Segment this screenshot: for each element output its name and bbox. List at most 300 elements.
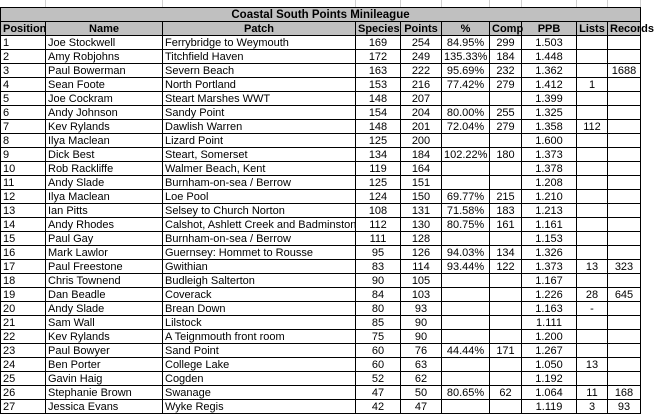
cell-patch[interactable]: Wyke Regis — [163, 400, 356, 414]
cell-points[interactable]: 105 — [401, 274, 442, 288]
table-row — [1, 246, 641, 260]
table-row — [1, 162, 641, 176]
cell-lists[interactable] — [577, 274, 608, 288]
table-row — [1, 302, 641, 316]
header-name[interactable]: Name — [46, 22, 163, 36]
cell-lists[interactable] — [577, 204, 608, 218]
cell-position[interactable]: 18 — [1, 274, 46, 288]
cell-name[interactable]: Joe Cockram — [46, 92, 163, 106]
cell-species[interactable]: 47 — [356, 386, 401, 400]
cell-species[interactable]: 84 — [356, 288, 401, 302]
cell-percent[interactable]: 77.42% — [442, 78, 490, 92]
cell-patch[interactable]: Lizard Point — [163, 134, 356, 148]
cell-percent[interactable]: 69.77% — [442, 190, 490, 204]
cell-lists[interactable] — [577, 330, 608, 344]
cell-ppb[interactable]: 1.210 — [522, 190, 577, 204]
cell-position[interactable]: 26 — [1, 386, 46, 400]
cell-percent[interactable] — [442, 92, 490, 106]
cell-name[interactable]: Sam Wall — [46, 316, 163, 330]
cell-position[interactable]: 21 — [1, 316, 46, 330]
cell-species[interactable]: 90 — [356, 274, 401, 288]
cell-points[interactable]: 93 — [401, 302, 442, 316]
cell-records[interactable] — [608, 274, 641, 288]
cell-lists[interactable] — [577, 218, 608, 232]
cell-lists[interactable]: - — [577, 302, 608, 316]
cell-name[interactable]: Stephanie Brown — [46, 386, 163, 400]
cell-ppb[interactable]: 1.163 — [522, 302, 577, 316]
cell-comp[interactable]: 122 — [490, 260, 522, 274]
cell-species[interactable]: 148 — [356, 92, 401, 106]
cell-points[interactable]: 200 — [401, 134, 442, 148]
cell-percent[interactable] — [442, 176, 490, 190]
cell-patch[interactable]: Cogden — [163, 372, 356, 386]
cell-records[interactable] — [608, 148, 641, 162]
cell-position[interactable]: 27 — [1, 400, 46, 414]
cell-ppb[interactable]: 1.378 — [522, 162, 577, 176]
table-row — [1, 78, 641, 92]
cell-lists[interactable]: 11 — [577, 386, 608, 400]
cell-records[interactable]: 168 — [608, 386, 641, 400]
cell-species[interactable]: 125 — [356, 176, 401, 190]
cell-percent[interactable]: 71.58% — [442, 204, 490, 218]
cell-points[interactable]: 90 — [401, 330, 442, 344]
cell-species[interactable]: 153 — [356, 78, 401, 92]
cell-species[interactable]: 119 — [356, 162, 401, 176]
cell-comp[interactable]: 184 — [490, 50, 522, 64]
cell-ppb[interactable]: 1.600 — [522, 134, 577, 148]
cell-name[interactable]: Sean Foote — [46, 78, 163, 92]
cell-points[interactable]: 222 — [401, 64, 442, 78]
cell-records[interactable] — [608, 106, 641, 120]
cell-records[interactable] — [608, 246, 641, 260]
cell-percent[interactable]: 84.95% — [442, 36, 490, 50]
cell-species[interactable]: 111 — [356, 232, 401, 246]
cell-name[interactable]: Ian Pitts — [46, 204, 163, 218]
cell-name[interactable]: Ben Porter — [46, 358, 163, 372]
cell-lists[interactable] — [577, 190, 608, 204]
cell-position[interactable]: 23 — [1, 344, 46, 358]
cell-points[interactable]: 151 — [401, 176, 442, 190]
cell-points[interactable]: 128 — [401, 232, 442, 246]
table-row — [1, 36, 641, 50]
cell-name[interactable]: Paul Freestone — [46, 260, 163, 274]
cell-species[interactable]: 60 — [356, 344, 401, 358]
cell-comp[interactable] — [490, 330, 522, 344]
cell-patch[interactable]: Loe Pool — [163, 190, 356, 204]
cell-comp[interactable]: 299 — [490, 36, 522, 50]
table-row — [1, 134, 641, 148]
cell-position[interactable]: 12 — [1, 190, 46, 204]
cell-percent[interactable]: 72.04% — [442, 120, 490, 134]
table-row — [1, 148, 641, 162]
cell-comp[interactable] — [490, 134, 522, 148]
cell-percent[interactable] — [442, 162, 490, 176]
cell-lists[interactable]: 1 — [577, 78, 608, 92]
cell-patch[interactable]: North Portland — [163, 78, 356, 92]
cell-percent[interactable] — [442, 358, 490, 372]
cell-records[interactable]: 323 — [608, 260, 641, 274]
cell-records[interactable] — [608, 176, 641, 190]
cell-position[interactable]: 2 — [1, 50, 46, 64]
cell-ppb[interactable]: 1.213 — [522, 204, 577, 218]
cell-records[interactable] — [608, 50, 641, 64]
cell-comp[interactable] — [490, 92, 522, 106]
header-position[interactable]: Position — [1, 22, 46, 36]
cell-records[interactable] — [608, 302, 641, 316]
cell-species[interactable]: 169 — [356, 36, 401, 50]
cell-comp[interactable]: 183 — [490, 204, 522, 218]
cell-species[interactable]: 163 — [356, 64, 401, 78]
cell-comp[interactable] — [490, 232, 522, 246]
cell-position[interactable]: 14 — [1, 218, 46, 232]
cell-records[interactable] — [608, 232, 641, 246]
cell-comp[interactable]: 279 — [490, 120, 522, 134]
cell-percent[interactable]: 93.44% — [442, 260, 490, 274]
header-points[interactable]: Points — [401, 22, 442, 36]
cell-position[interactable]: 10 — [1, 162, 46, 176]
cell-lists[interactable] — [577, 106, 608, 120]
cell-records[interactable] — [608, 316, 641, 330]
cell-points[interactable]: 47 — [401, 400, 442, 414]
cell-name[interactable]: Andy Slade — [46, 176, 163, 190]
cell-position[interactable]: 5 — [1, 92, 46, 106]
cell-name[interactable]: Dick Best — [46, 148, 163, 162]
cell-comp[interactable] — [490, 372, 522, 386]
cell-records[interactable] — [608, 218, 641, 232]
cell-ppb[interactable]: 1.208 — [522, 176, 577, 190]
cell-points[interactable]: 201 — [401, 120, 442, 134]
cell-ppb[interactable]: 1.448 — [522, 50, 577, 64]
cell-comp[interactable]: 161 — [490, 218, 522, 232]
cell-ppb[interactable]: 1.200 — [522, 330, 577, 344]
cell-name[interactable]: Paul Gay — [46, 232, 163, 246]
cell-species[interactable]: 95 — [356, 246, 401, 260]
cell-points[interactable]: 216 — [401, 78, 442, 92]
cell-name[interactable]: Joe Stockwell — [46, 36, 163, 50]
cell-species[interactable]: 148 — [356, 120, 401, 134]
cell-lists[interactable] — [577, 316, 608, 330]
cell-patch[interactable]: Steart Marshes WWT — [163, 92, 356, 106]
cell-points[interactable]: 90 — [401, 316, 442, 330]
cell-records[interactable] — [608, 92, 641, 106]
cell-position[interactable]: 24 — [1, 358, 46, 372]
table-row — [1, 316, 641, 330]
cell-name[interactable]: Andy Johnson — [46, 106, 163, 120]
cell-name[interactable]: Gavin Haig — [46, 372, 163, 386]
cell-percent[interactable]: 135.33% — [442, 50, 490, 64]
cell-patch[interactable]: Burnham-on-sea / Berrow — [163, 232, 356, 246]
cell-comp[interactable]: 134 — [490, 246, 522, 260]
cell-points[interactable]: 63 — [401, 358, 442, 372]
cell-patch[interactable]: Sandy Point — [163, 106, 356, 120]
cell-ppb[interactable]: 1.167 — [522, 274, 577, 288]
cell-records[interactable]: 93 — [608, 400, 641, 414]
cell-position[interactable]: 8 — [1, 134, 46, 148]
cell-name[interactable]: Amy Robjohns — [46, 50, 163, 64]
cell-percent[interactable] — [442, 400, 490, 414]
cell-patch[interactable]: A Teignmouth front room — [163, 330, 356, 344]
cell-ppb[interactable]: 1.503 — [522, 36, 577, 50]
table-row — [1, 190, 641, 204]
cell-patch[interactable]: Brean Down — [163, 302, 356, 316]
cell-lists[interactable] — [577, 232, 608, 246]
cell-species[interactable]: 172 — [356, 50, 401, 64]
cell-ppb[interactable]: 1.325 — [522, 106, 577, 120]
cell-ppb[interactable]: 1.373 — [522, 148, 577, 162]
blank-row — [1, 0, 641, 8]
cell-points[interactable]: 249 — [401, 50, 442, 64]
cell-species[interactable]: 83 — [356, 260, 401, 274]
cell-percent[interactable] — [442, 134, 490, 148]
cell-records[interactable] — [608, 330, 641, 344]
cell-percent[interactable] — [442, 302, 490, 316]
cell-name[interactable]: Rob Rackliffe — [46, 162, 163, 176]
cell-points[interactable]: 130 — [401, 218, 442, 232]
cell-lists[interactable] — [577, 372, 608, 386]
cell-species[interactable]: 52 — [356, 372, 401, 386]
cell-patch[interactable]: Ferrybridge to Weymouth — [163, 36, 356, 50]
cell-comp[interactable] — [490, 358, 522, 372]
cell-comp[interactable]: 232 — [490, 64, 522, 78]
cell-comp[interactable] — [490, 176, 522, 190]
cell-comp[interactable]: 171 — [490, 344, 522, 358]
cell-patch[interactable]: Calshot, Ashlett Creek and Badminston — [163, 218, 356, 232]
cell-position[interactable]: 22 — [1, 330, 46, 344]
cell-patch[interactable]: Guernsey: Hommet to Rousse — [163, 246, 356, 260]
cell-species[interactable]: 80 — [356, 302, 401, 316]
cell-points[interactable]: 184 — [401, 148, 442, 162]
title-row — [1, 8, 641, 22]
cell-name[interactable]: Ilya Maclean — [46, 190, 163, 204]
header-records[interactable]: Records — [608, 22, 641, 36]
cell-points[interactable]: 150 — [401, 190, 442, 204]
cell-patch[interactable]: College Lake — [163, 358, 356, 372]
cell-position[interactable]: 7 — [1, 120, 46, 134]
cell-species[interactable]: 42 — [356, 400, 401, 414]
cell-comp[interactable] — [490, 316, 522, 330]
cell-percent[interactable]: 102.22% — [442, 148, 490, 162]
table-row — [1, 218, 641, 232]
cell-position[interactable]: 13 — [1, 204, 46, 218]
cell-records[interactable] — [608, 36, 641, 50]
cell-species[interactable]: 85 — [356, 316, 401, 330]
cell-position[interactable]: 17 — [1, 260, 46, 274]
cell-patch[interactable]: Budleigh Salterton — [163, 274, 356, 288]
cell-comp[interactable] — [490, 400, 522, 414]
cell-points[interactable]: 76 — [401, 344, 442, 358]
cell-patch[interactable]: Gwithian — [163, 260, 356, 274]
cell-lists[interactable]: 112 — [577, 120, 608, 134]
cell-points[interactable]: 254 — [401, 36, 442, 50]
cell-patch[interactable]: Swanage — [163, 386, 356, 400]
cell-name[interactable]: Paul Bowerman — [46, 64, 163, 78]
cell-percent[interactable] — [442, 330, 490, 344]
cell-ppb[interactable]: 1.362 — [522, 64, 577, 78]
cell-ppb[interactable]: 1.326 — [522, 246, 577, 260]
cell-patch[interactable]: Walmer Beach, Kent — [163, 162, 356, 176]
cell-species[interactable]: 112 — [356, 218, 401, 232]
cell-name[interactable]: Kev Rylands — [46, 120, 163, 134]
cell-position[interactable]: 25 — [1, 372, 46, 386]
sheet-title[interactable]: Coastal South Points Minileague — [1, 8, 641, 22]
cell-species[interactable]: 154 — [356, 106, 401, 120]
cell-name[interactable]: Paul Bowyer — [46, 344, 163, 358]
cell-comp[interactable] — [490, 302, 522, 316]
cell-ppb[interactable]: 1.358 — [522, 120, 577, 134]
cell-patch[interactable]: Severn Beach — [163, 64, 356, 78]
cell-position[interactable]: 15 — [1, 232, 46, 246]
cell-position[interactable]: 1 — [1, 36, 46, 50]
cell-position[interactable]: 6 — [1, 106, 46, 120]
table-row — [1, 232, 641, 246]
cell-ppb[interactable]: 1.192 — [522, 372, 577, 386]
cell-ppb[interactable]: 1.267 — [522, 344, 577, 358]
cell-records[interactable] — [608, 134, 641, 148]
cell-points[interactable]: 207 — [401, 92, 442, 106]
cell-comp[interactable]: 279 — [490, 78, 522, 92]
cell-records[interactable] — [608, 190, 641, 204]
cell-percent[interactable]: 94.03% — [442, 246, 490, 260]
cell-percent[interactable]: 44.44% — [442, 344, 490, 358]
cell-name[interactable]: Ilya Maclean — [46, 134, 163, 148]
cell-percent[interactable]: 95.69% — [442, 64, 490, 78]
cell-lists[interactable] — [577, 92, 608, 106]
cell-points[interactable]: 131 — [401, 204, 442, 218]
cell-ppb[interactable]: 1.373 — [522, 260, 577, 274]
cell-patch[interactable]: Steart, Somerset — [163, 148, 356, 162]
table-row — [1, 204, 641, 218]
cell-points[interactable]: 126 — [401, 246, 442, 260]
cell-lists[interactable] — [577, 134, 608, 148]
cell-ppb[interactable]: 1.161 — [522, 218, 577, 232]
cell-position[interactable]: 19 — [1, 288, 46, 302]
cell-comp[interactable]: 62 — [490, 386, 522, 400]
cell-species[interactable]: 125 — [356, 134, 401, 148]
cell-species[interactable]: 60 — [356, 358, 401, 372]
header-patch[interactable]: Patch — [163, 22, 356, 36]
cell-points[interactable]: 50 — [401, 386, 442, 400]
cell-patch[interactable]: Titchfield Haven — [163, 50, 356, 64]
header-species[interactable]: Species — [356, 22, 401, 36]
cell-percent[interactable]: 80.75% — [442, 218, 490, 232]
cell-species[interactable]: 75 — [356, 330, 401, 344]
cell-lists[interactable] — [577, 148, 608, 162]
cell-position[interactable]: 16 — [1, 246, 46, 260]
cell-ppb[interactable]: 1.226 — [522, 288, 577, 302]
cell-name[interactable]: Dan Beadle — [46, 288, 163, 302]
cell-comp[interactable]: 215 — [490, 190, 522, 204]
cell-records[interactable] — [608, 344, 641, 358]
cell-species[interactable]: 124 — [356, 190, 401, 204]
cell-percent[interactable] — [442, 288, 490, 302]
cell-lists[interactable] — [577, 176, 608, 190]
cell-position[interactable]: 20 — [1, 302, 46, 316]
cell-name[interactable]: Chris Townend — [46, 274, 163, 288]
cell-lists[interactable] — [577, 344, 608, 358]
cell-patch[interactable]: Coverack — [163, 288, 356, 302]
table-row — [1, 64, 641, 78]
cell-position[interactable]: 4 — [1, 78, 46, 92]
cell-ppb[interactable]: 1.399 — [522, 92, 577, 106]
cell-lists[interactable]: 28 — [577, 288, 608, 302]
cell-records[interactable] — [608, 120, 641, 134]
header-lists[interactable]: Lists — [577, 22, 608, 36]
cell-comp[interactable]: 255 — [490, 106, 522, 120]
cell-lists[interactable]: 13 — [577, 260, 608, 274]
header-percent[interactable]: % — [442, 22, 490, 36]
cell-points[interactable]: 204 — [401, 106, 442, 120]
cell-lists[interactable] — [577, 50, 608, 64]
cell-records[interactable] — [608, 78, 641, 92]
cell-patch[interactable]: Lilstock — [163, 316, 356, 330]
cell-records[interactable]: 1688 — [608, 64, 641, 78]
cell-ppb[interactable]: 1.111 — [522, 316, 577, 330]
cell-ppb[interactable]: 1.119 — [522, 400, 577, 414]
cell-position[interactable]: 9 — [1, 148, 46, 162]
cell-lists[interactable] — [577, 64, 608, 78]
cell-lists[interactable] — [577, 246, 608, 260]
cell-ppb[interactable]: 1.412 — [522, 78, 577, 92]
cell-points[interactable]: 103 — [401, 288, 442, 302]
cell-comp[interactable]: 180 — [490, 148, 522, 162]
cell-patch[interactable]: Dawlish Warren — [163, 120, 356, 134]
cell-patch[interactable]: Selsey to Church Norton — [163, 204, 356, 218]
cell-name[interactable]: Jessica Evans — [46, 400, 163, 414]
cell-records[interactable] — [608, 204, 641, 218]
header-ppb[interactable]: PPB — [522, 22, 577, 36]
table-row — [1, 274, 641, 288]
cell-lists[interactable]: 3 — [577, 400, 608, 414]
cell-records[interactable] — [608, 358, 641, 372]
cell-points[interactable]: 164 — [401, 162, 442, 176]
header-comp[interactable]: Comp — [490, 22, 522, 36]
cell-percent[interactable] — [442, 372, 490, 386]
cell-name[interactable]: Andy Rhodes — [46, 218, 163, 232]
table-row — [1, 372, 641, 386]
cell-position[interactable]: 3 — [1, 64, 46, 78]
cell-comp[interactable] — [490, 162, 522, 176]
cell-points[interactable]: 62 — [401, 372, 442, 386]
cell-ppb[interactable]: 1.050 — [522, 358, 577, 372]
cell-points[interactable]: 114 — [401, 260, 442, 274]
cell-species[interactable]: 134 — [356, 148, 401, 162]
cell-name[interactable]: Mark Lawlor — [46, 246, 163, 260]
cell-lists[interactable] — [577, 36, 608, 50]
cell-ppb[interactable]: 1.153 — [522, 232, 577, 246]
cell-percent[interactable]: 80.65% — [442, 386, 490, 400]
cell-percent[interactable] — [442, 274, 490, 288]
table-row — [1, 386, 641, 400]
cell-ppb[interactable]: 1.064 — [522, 386, 577, 400]
cell-percent[interactable]: 80.00% — [442, 106, 490, 120]
cell-comp[interactable] — [490, 274, 522, 288]
cell-percent[interactable] — [442, 232, 490, 246]
cell-lists[interactable] — [577, 162, 608, 176]
cell-name[interactable]: Kev Rylands — [46, 330, 163, 344]
cell-position[interactable]: 11 — [1, 176, 46, 190]
cell-comp[interactable] — [490, 288, 522, 302]
cell-patch[interactable]: Sand Point — [163, 344, 356, 358]
cell-records[interactable]: 645 — [608, 288, 641, 302]
cell-records[interactable] — [608, 372, 641, 386]
cell-patch[interactable]: Burnham-on-sea / Berrow — [163, 176, 356, 190]
cell-records[interactable] — [608, 162, 641, 176]
cell-name[interactable]: Andy Slade — [46, 302, 163, 316]
cell-percent[interactable] — [442, 316, 490, 330]
cell-species[interactable]: 108 — [356, 204, 401, 218]
cell-lists[interactable]: 13 — [577, 358, 608, 372]
header-row — [1, 22, 641, 36]
